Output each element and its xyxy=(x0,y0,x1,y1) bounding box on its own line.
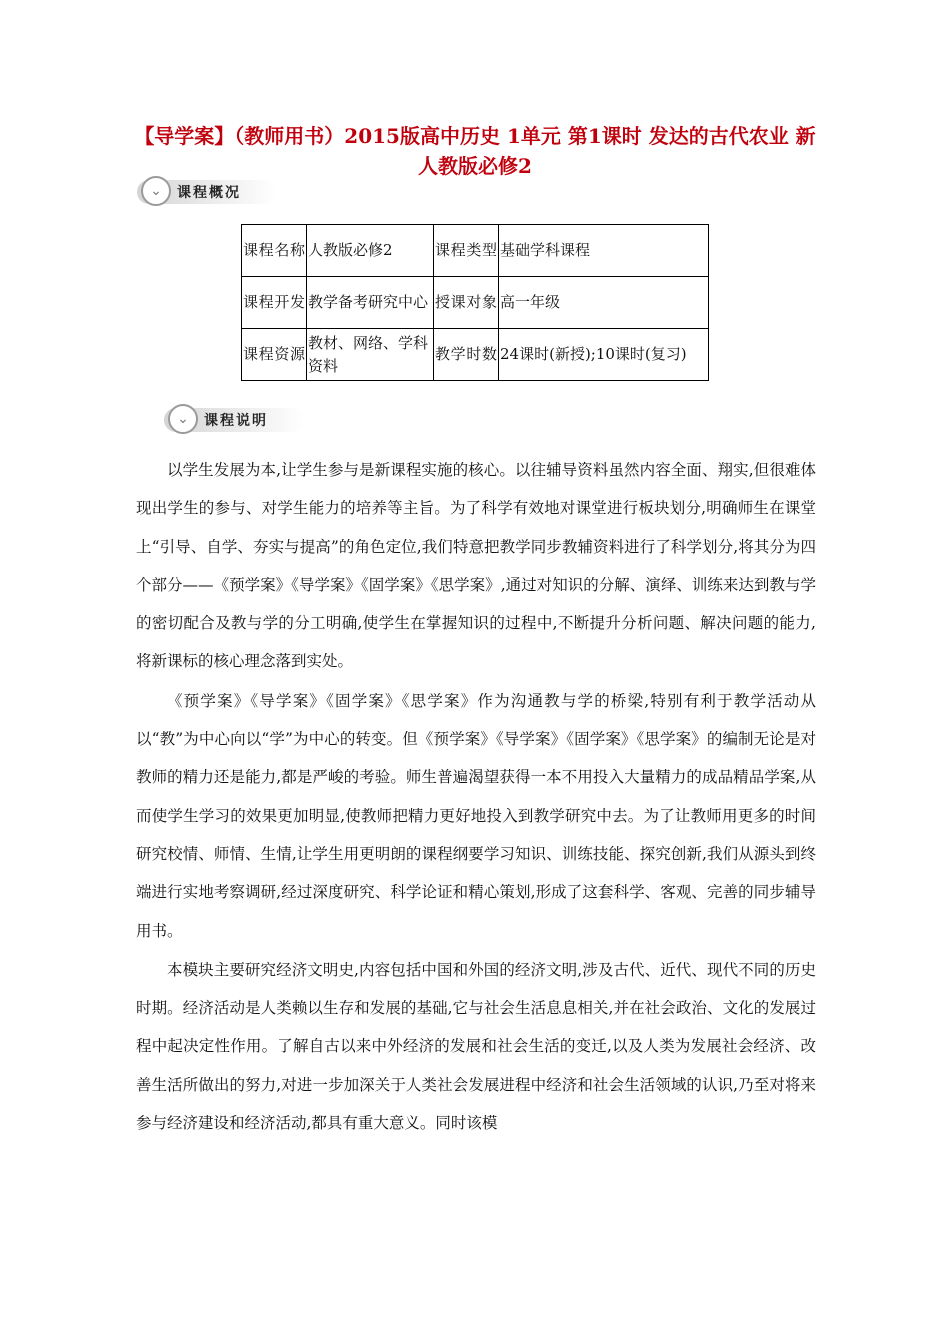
table-cell-key: 课程名称 xyxy=(242,225,307,277)
course-info-table xyxy=(241,224,709,381)
section-header-description xyxy=(164,404,304,436)
chevron-down-icon: ⌄ xyxy=(141,176,171,206)
table-cell-key: 授课对象 xyxy=(434,277,499,329)
table-row xyxy=(242,329,709,381)
section-header-label: 课程说明 xyxy=(204,413,268,429)
table-cell-value: 教材、网络、学科资料 xyxy=(307,329,434,381)
table-row xyxy=(242,277,709,329)
table-cell-key: 课程资源 xyxy=(242,329,307,381)
section-header-overview xyxy=(137,176,277,208)
paragraph: 以学生发展为本,让学生参与是新课程实施的核心。以往辅导资料虽然内容全面、翔实,但很难体现出学生的参与、对学生能力的培养等主旨。为了科学有效地对课堂进行板块划分,明确师生在课堂上“引导、自学、夯实与提高”的角色定位,我们特意把教学同步教辅资料进行了科学划分,将其分为四个部分——《预学案》《导学案》《固学案》《思学案》,通过对知识的分解、演绎、训练来达到教与学的密切配合及教与学的分工明确,使学生在掌握知识的过程中,不断提升分析问题、解决问题的能力,将新课标的核心理念落到实处。 xyxy=(136,461,816,671)
table-cell-value: 教学备考研究中心 xyxy=(307,277,434,329)
table-cell-value: 基础学科课程 xyxy=(499,225,709,277)
section-header-label: 课程概况 xyxy=(177,185,241,201)
table-cell-key: 课程类型 xyxy=(434,225,499,277)
document-title: 【导学案】（教师用书）2015版高中历史 1单元 第1课时 发达的古代农业 新人教版必修2 xyxy=(134,124,816,178)
table-cell-value: 24课时(新授);10课时(复习) xyxy=(499,329,709,381)
table-cell-key: 课程开发 xyxy=(242,277,307,329)
table-cell-value: 人教版必修2 xyxy=(307,225,434,277)
chevron-down-icon: ⌄ xyxy=(168,404,198,434)
table-cell-value: 高一年级 xyxy=(499,277,709,329)
table-row xyxy=(242,225,709,277)
table-cell-key: 教学时数 xyxy=(434,329,499,381)
body-text xyxy=(136,451,816,1142)
paragraph: 《预学案》《导学案》《固学案》《思学案》作为沟通教与学的桥梁,特别有利于教学活动从以“教”为中心向以“学”为中心的转变。但《预学案》《导学案》《固学案》《思学案》的编制无论是对教师的精力还是能力,都是严峻的考验。师生普遍渴望获得一本不用投入大量精力的成品精品学案,从而使学生学习的效果更加明显,使教师把精力更好地投入到教学研究中去。为了让教师用更多的时间研究校情、师情、生情,让学生用更明朗的课程纲要学习知识、训练技能、探究创新,我们从源头到终端进行实地考察调研,经过深度研究、科学论证和精心策划,形成了这套科学、客观、完善的同步辅导用书。 xyxy=(136,691,816,940)
paragraph: 本模块主要研究经济文明史,内容包括中国和外国的经济文明,涉及古代、近代、现代不同的历史时期。经济活动是人类赖以生存和发展的基础,它与社会生活息息相关,并在社会政治、文化的发展过程中起决定性作用。了解自古以来中外经济的发展和社会生活的变迁,以及人类为发展社会经济、改善生活所做出的努力,对进一步加深关于人类社会发展进程中经济和社会生活领域的认识,乃至对将来参与经济建设和经济活动,都具有重大意义。同时该模 xyxy=(136,960,816,1133)
